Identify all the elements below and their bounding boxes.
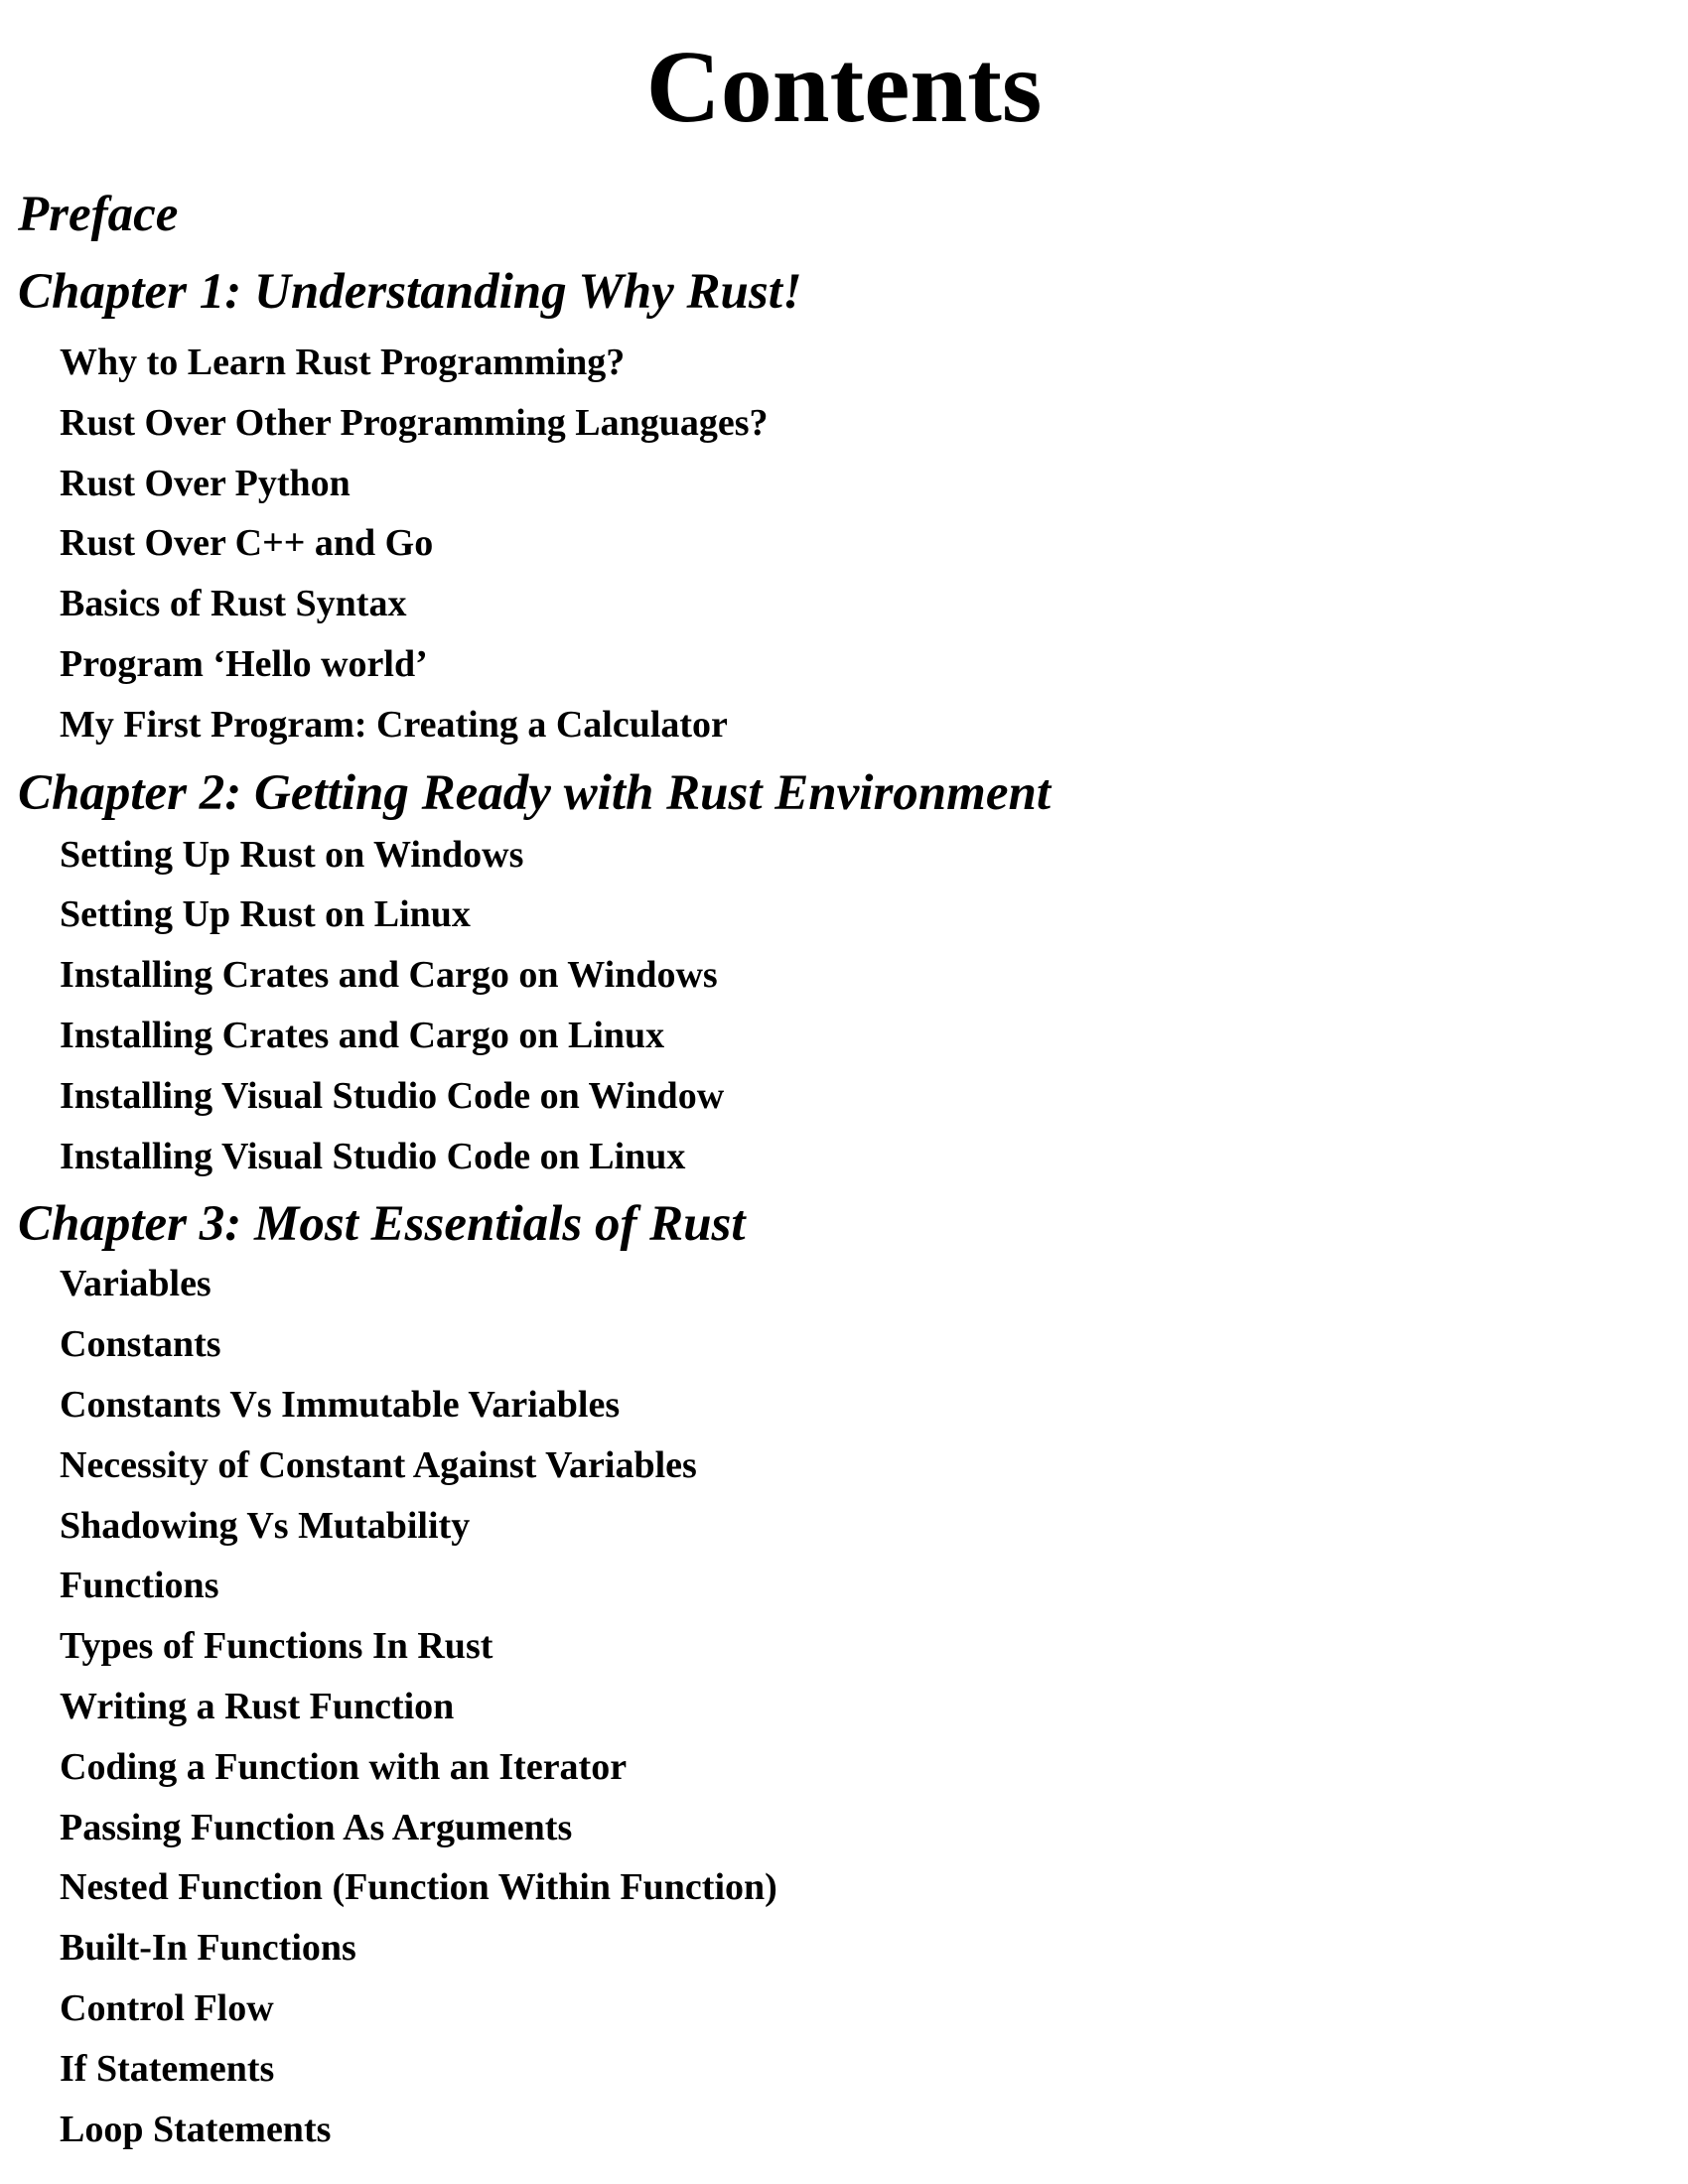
toc-entry: Installing Visual Studio Code on Window [60,1074,725,1117]
toc-entry: Setting Up Rust on Windows [60,833,524,876]
toc-entry: Shadowing Vs Mutability [60,1504,471,1547]
toc-entry: Constants Vs Immutable Variables [60,1383,621,1426]
toc-entry: Coding a Function with an Iterator [60,1745,628,1788]
toc-heading-chapter-2: Chapter 2: Getting Ready with Rust Environment [18,764,1051,821]
toc-entry: Why to Learn Rust Programming? [60,341,626,383]
toc-entry: Installing Crates and Cargo on Windows [60,954,718,997]
toc-entry: Control Flow [60,1986,274,2029]
toc-entry: Setting Up Rust on Linux [60,893,471,936]
page-title: Contents [645,30,1043,144]
table-of-contents [18,185,1666,2167]
toc-entry: Installing Visual Studio Code on Linux [60,1135,686,1177]
toc-entry: Loop Statements [60,2108,332,2150]
toc-entry: Rust Over Python [60,462,351,504]
toc-entry: Nested Function (Function Within Function) [60,1866,777,1909]
toc-entry: If Statements [60,2047,275,2090]
toc-entry: Variables [60,1263,211,1305]
toc-entry: Installing Crates and Cargo on Linux [60,1014,665,1056]
toc-entry: Basics of Rust Syntax [60,583,407,625]
toc-entry: Program ‘Hello world’ [60,642,428,685]
toc-entry: Passing Function As Arguments [60,1806,573,1848]
toc-entry: Constants [60,1323,221,1366]
toc-entry: Built-In Functions [60,1927,356,1970]
toc-entry: My First Program: Creating a Calculator [60,703,728,746]
toc-heading-preface: Preface [18,187,179,242]
toc-entry: Types of Functions In Rust [60,1625,493,1668]
toc-entry: Rust Over C++ and Go [60,522,434,565]
toc-heading-chapter-1: Chapter 1: Understanding Why Rust! [18,264,802,320]
toc-entry: Functions [60,1565,219,1607]
toc-entry: Necessity of Constant Against Variables [60,1443,697,1486]
toc-heading-chapter-3: Chapter 3: Most Essentials of Rust [18,1196,746,1253]
toc-entry: Rust Over Other Programming Languages? [60,401,769,444]
toc-entry: Writing a Rust Function [60,1685,455,1727]
